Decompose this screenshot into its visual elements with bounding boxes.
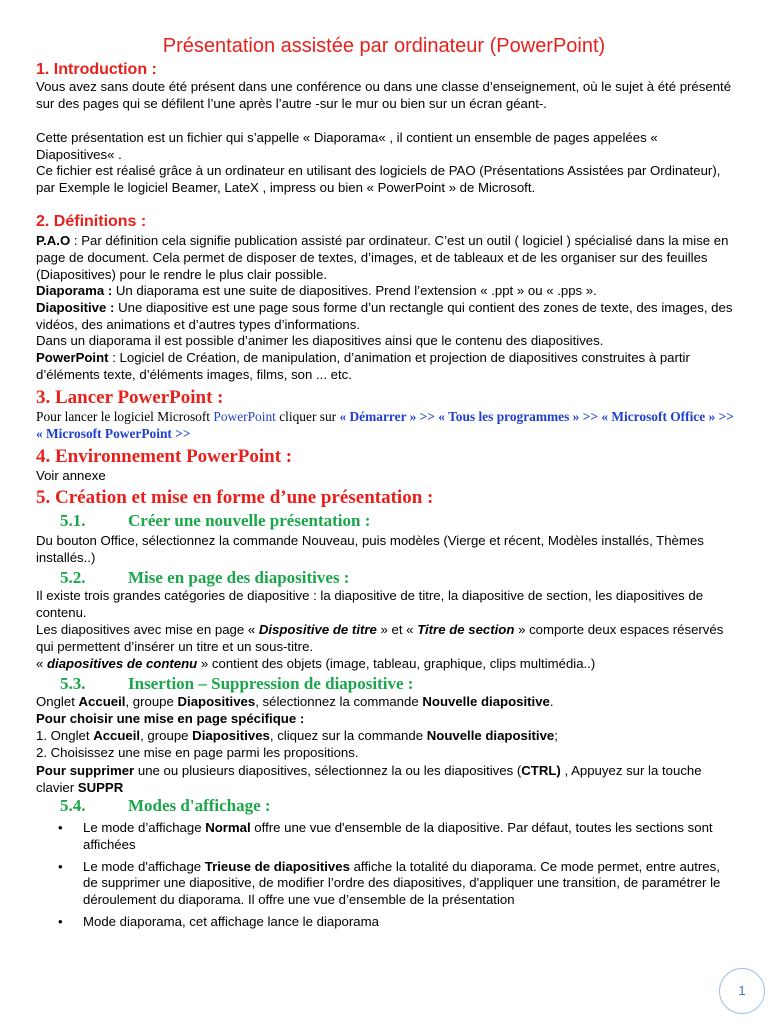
subheading-5-1-title: Créer une nouvelle présentation : — [128, 511, 371, 530]
subheading-5-2-title: Mise en page des diapositives : — [128, 568, 350, 587]
definition-pao — [36, 233, 736, 283]
section-5-3-line-4: 2. Choisissez une mise en page parmi les propositions. — [36, 745, 359, 760]
environment-text: Voir annexe — [36, 468, 106, 483]
section-5-3-line-5 — [36, 763, 736, 797]
definition-diapositive — [36, 300, 736, 334]
s2-p3-part-c: » contient des objets (image, tableau, graphique, clips multimédia..) — [197, 656, 596, 671]
term-powerpoint: PowerPoint — [36, 350, 109, 365]
term-diapositives-de-contenu: diapositives de contenu — [47, 656, 198, 671]
definition-powerpoint — [36, 350, 736, 384]
definition-diaporama — [36, 283, 736, 300]
s3-l1-g: . — [549, 694, 554, 709]
launch-text-b: cliquer sur — [275, 409, 340, 424]
s3-l3-e: , cliquez sur la commande — [269, 728, 427, 743]
launch-paragraph — [36, 409, 736, 443]
bullet-icon: • — [58, 858, 63, 874]
definition-diapositive-text: Une diapositive est une page sous forme d’un rectangle qui contient des zones de texte, des images, des vidéos, des animations et d’autres types d’informations. — [36, 300, 733, 332]
launch-powerpoint-word: PowerPoint — [213, 409, 276, 424]
s2-p2-part-e: » comporte deux espaces réservés qui permettent d’insérer un titre et un sous-titre. — [36, 622, 724, 654]
s3-l1-c: , groupe — [125, 694, 178, 709]
subheading-5-4-number: 5.4. — [60, 796, 86, 815]
section-5-2-paragraph-1: Il existe trois grandes catégories de diapositive : la diapositive de titre, la diapositive de section, les diapositives de contenu. — [36, 588, 704, 620]
subheading-5-2 — [60, 568, 349, 588]
list-item — [36, 820, 736, 854]
intro-paragraph-2: Cette présentation est un fichier qui s’appelle « Diaporama« , il contient un ensemble de pages appelées « Diapositives« . — [36, 130, 658, 162]
page-title: Présentation assistée par ordinateur (PowerPoint) — [162, 35, 606, 57]
section-5-2-paragraph-2 — [36, 622, 736, 656]
s3-l3-accueil: Accueil — [93, 728, 141, 743]
b1-a: Le mode d’affichage — [83, 820, 206, 835]
section-5-3-line-3 — [36, 728, 736, 745]
b3-text: Mode diaporama, cet affichage lance le diaporama — [83, 913, 379, 929]
subheading-5-4-title: Modes d'affichage : — [128, 796, 271, 815]
b1-c: offre une vue d'ensemble de la diapositive. Par défaut, toutes les sections sont affichées — [83, 820, 713, 852]
heading-launch: 3. Lancer PowerPoint : — [36, 387, 224, 408]
s3-l1-a: Onglet — [36, 694, 79, 709]
s3-l3-a: 1. Onglet — [36, 728, 94, 743]
s3-l5-ctrl: CTRL) — [521, 763, 561, 778]
subheading-5-4 — [60, 796, 271, 816]
s3-l1-accueil: Accueil — [78, 694, 126, 709]
term-diaporama: Diaporama : — [36, 283, 113, 298]
subheading-5-3-number: 5.3. — [60, 674, 86, 693]
bullet-icon: • — [58, 820, 63, 835]
s3-l3-nouvelle-diapositive: Nouvelle diapositive — [426, 728, 555, 743]
term-titre-de-section: Titre de section — [417, 622, 515, 637]
definition-powerpoint-text: : Logiciel de Création, de manipulation, d’animation et projection de diapositives construites à partir d’éléments texte, d’éléments images, films, son ... etc. — [36, 350, 690, 382]
term-diapositive: Diapositive : — [36, 300, 115, 315]
s3-l5-d: , Appuyez sur la touche clavier — [36, 763, 702, 795]
subheading-5-1-number: 5.1. — [60, 511, 86, 530]
heading-creation: 5. Création et mise en forme d’une présentation : — [36, 487, 434, 508]
definition-animate: Dans un diaporama il est possible d’animer les diapositives ainsi que le contenu des diapositives. — [36, 333, 604, 348]
s3-l1-diapositives: Diapositives — [177, 694, 256, 709]
b2-c: affiche la totalité du diaporama. Ce mode permet, entre autres, de supprimer une diapositive, de modifier l’ordre des diapositives, d'appliquer une transition, de paramétrer le déroulement du diaporama. Il offre une vue d’ensemble de la présentation — [83, 858, 721, 908]
term-pao: P.A.O — [36, 233, 71, 248]
heading-definitions: 2. Définitions : — [36, 213, 147, 230]
subheading-5-1 — [60, 511, 370, 531]
intro-paragraph-1: Vous avez sans doute été présent dans une conférence ou dans une classe d’enseignement, où le sujet à été présenté sur des pages qui se défilent l’une après l’autre -sur le mur ou bien sur un écran géant-. — [36, 79, 732, 111]
s3-l3-diapositives: Diapositives — [192, 728, 270, 743]
s2-p2-part-c: » et « — [376, 622, 418, 637]
s2-p3-part-a: « — [36, 656, 47, 671]
s3-l3-c: , groupe — [140, 728, 193, 743]
definition-pao-text: : Par définition cela signifie publication assisté par ordinateur. C’est un outil ( logiciel ) spécialisé dans la mise en page de document. Cela permet de disposer de textes, d’images, et de tableaux et de les organiser sur des feuilles (Diapositives) pour le rendre le plus clair possible. — [36, 233, 729, 282]
bullet-icon: • — [58, 913, 63, 929]
subheading-5-2-number: 5.2. — [60, 568, 86, 587]
heading-introduction: 1. Introduction : — [36, 61, 157, 78]
b2-a: Le mode d'affichage — [83, 858, 205, 874]
launch-text-a: Pour lancer le logiciel Microsoft — [36, 409, 214, 424]
definition-diaporama-text: Un diaporama est une suite de diapositives. Prend l’extension « .ppt » ou « .pps ». — [112, 283, 597, 298]
s3-l1-e: , sélectionnez la commande — [255, 694, 423, 709]
s3-l5-pour-supprimer: Pour supprimer — [36, 763, 135, 778]
subheading-5-3 — [60, 674, 413, 694]
s3-l3-g: ; — [554, 728, 558, 743]
b1-normal: Normal — [205, 820, 251, 835]
section-5-3-line-1 — [36, 694, 736, 711]
list-item — [36, 859, 736, 909]
term-dispositive-de-titre: Dispositive de titre — [258, 622, 377, 637]
heading-environment: 4. Environnement PowerPoint : — [36, 446, 293, 467]
subheading-5-3-title: Insertion – Suppression de diapositive : — [128, 674, 414, 693]
intro-paragraph-3: Ce fichier est réalisé grâce à un ordinateur en utilisant des logiciels de PAO (Présentations Assistées par Ordinateur), par Exemple le logiciel Beamer, LateX , impress ou bien « PowerPoint » de Microsoft. — [36, 163, 721, 195]
section-5-2-paragraph-3 — [36, 656, 736, 673]
b2-trieuse: Trieuse de diapositives — [204, 858, 350, 874]
display-modes-list — [36, 820, 736, 936]
s3-l5-b: une ou plusieurs diapositives, sélectionnez la ou les diapositives ( — [134, 763, 522, 778]
s2-p2-part-a: Les diapositives avec mise en page « — [36, 622, 259, 637]
page-number: 1 — [719, 968, 765, 1014]
launch-menu-path: « Démarrer » >> « Tous les programmes » >> « Microsoft Office » >> « Microsoft PowerPoint >> — [36, 409, 734, 441]
s3-l5-suppr: SUPPR — [77, 779, 124, 795]
section-5-3-line-2 — [36, 711, 736, 728]
s3-l2-heading: Pour choisir une mise en page spécifique : — [36, 711, 305, 726]
section-5-1-text: Du bouton Office, sélectionnez la commande Nouveau, puis modèles (Vierge et récent, Modèles installés, Thèmes installés..) — [36, 533, 704, 565]
s3-l1-nouvelle-diapositive: Nouvelle diapositive — [422, 694, 550, 709]
list-item — [36, 914, 736, 931]
